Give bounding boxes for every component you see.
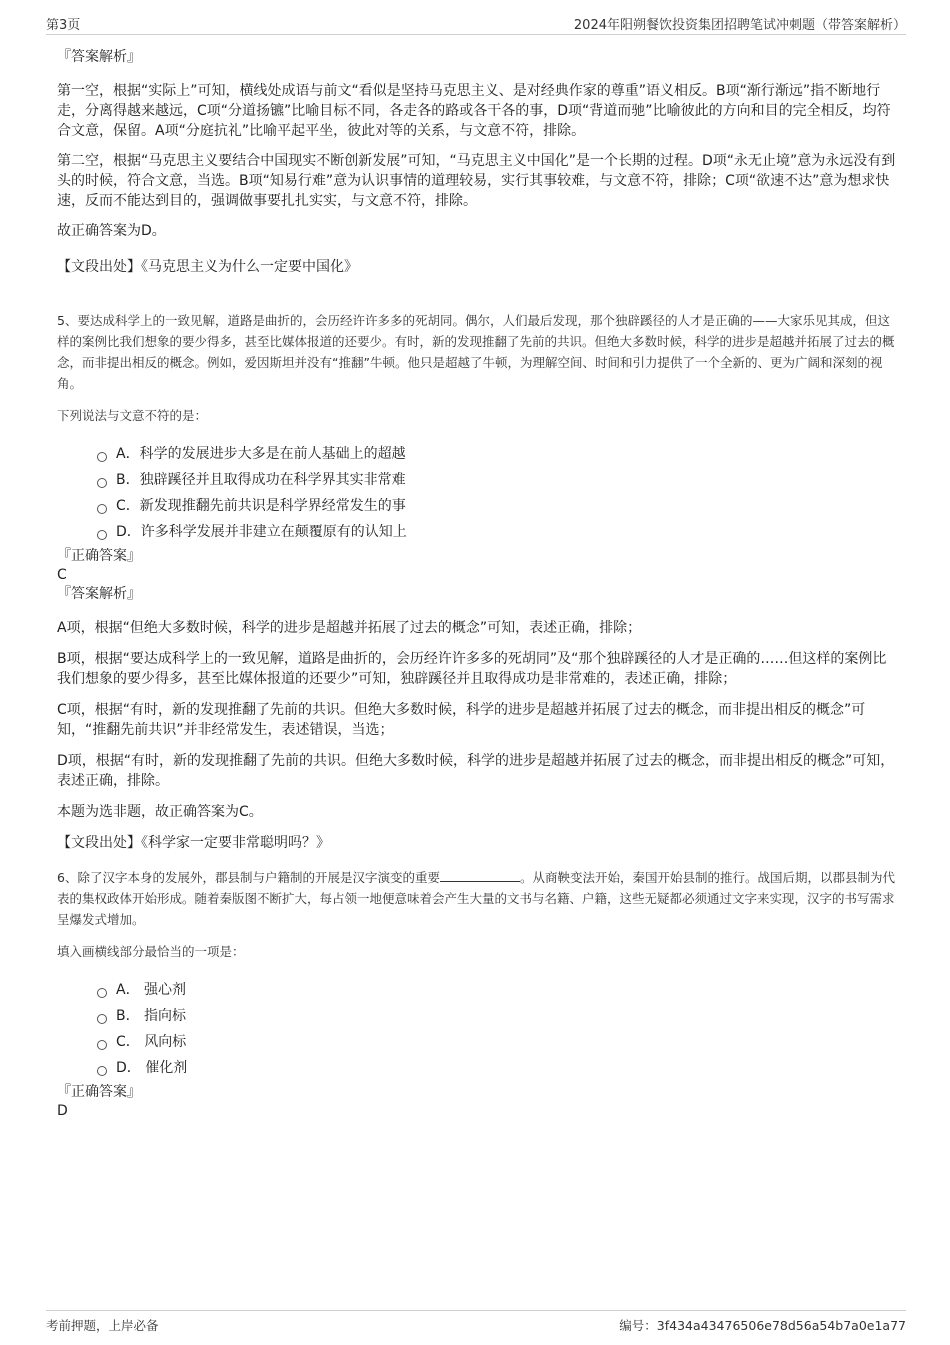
document-id: 编号：3f434a43476506e78d56a54b7a0e1a77 [619, 1318, 906, 1333]
analysis-label: 『答案解析』 [57, 49, 141, 65]
source-citation: 【文段出处】《马克思主义为什么一定要中国化》 [57, 259, 358, 275]
correct-answer: C [57, 567, 67, 583]
radio-icon[interactable] [97, 1040, 107, 1050]
page-footer [46, 1310, 906, 1337]
analysis-paragraph: 第二空，根据“马克思主义要结合中国现实不断创新发展”可知，“马克思主义中国化”是一个长期的过程。D项“永无止境”意为永远没有到头的时候，符合文意，当选。B项“知易行难”意为认识事情的道理较易，实行其事较难，与文意不符，排除；C项“欲速不达”意为想求快速，反而不能达到目的，强调做事要扎扎实实，与文意不符，排除。 [57, 153, 896, 209]
question-prompt: 填入画横线部分最恰当的一项是： [57, 944, 245, 959]
page-number: 第3页 [46, 18, 81, 33]
radio-icon[interactable] [97, 452, 107, 462]
radio-icon[interactable] [97, 988, 107, 998]
analysis-paragraph: B项，根据“要达成科学上的一致见解，道路是曲折的，会历经许许多多的死胡同”及“那个独辟蹊径的人才是正确的……但这样的案例比我们想象的要少得多，甚至比媒体报道的还要少”可知，独辟蹊径并且取得成功是非常难的，表述正确，排除； [57, 651, 887, 687]
document-body [57, 44, 897, 1121]
page-header [46, 12, 906, 35]
radio-icon[interactable] [97, 1066, 107, 1076]
document-title: 2024年阳朔餐饮投资集团招聘笔试冲刺题（带答案解析） [573, 18, 906, 33]
option-a[interactable]: A．科学的发展进步大多是在前人基础上的超越 [97, 441, 897, 467]
radio-icon[interactable] [97, 478, 107, 488]
question-stem: 6、除了汉字本身的发展外，郡县制与户籍制的开展是汉字演变的重要 。从商鞅变法开始，秦国开始县制的推行。战国后期，以郡县制为代表的集权政体开始形成。随着秦版图不断扩大，每占领一地便意味着会产生大量的文书与名籍、户籍，这些无疑都必须通过文字来实现，汉字的书写需求呈爆发式增加。 [57, 870, 895, 927]
option-b[interactable]: B． 指向标 [97, 1003, 897, 1029]
option-d[interactable]: D． 催化剂 [97, 1055, 897, 1081]
radio-icon[interactable] [97, 504, 107, 514]
option-b[interactable]: B．独辟蹊径并且取得成功在科学界其实非常难 [97, 467, 897, 493]
option-d[interactable]: D．许多科学发展并非建立在颠覆原有的认知上 [97, 519, 897, 545]
answer-conclusion: 本题为选非题，故正确答案为C。 [57, 804, 263, 820]
footer-slogan: 考前押题，上岸必备 [46, 1318, 159, 1333]
source-citation: 【文段出处】《科学家一定要非常聪明吗？》 [57, 835, 330, 851]
radio-icon[interactable] [97, 1014, 107, 1024]
analysis-paragraph: D项，根据“有时，新的发现推翻了先前的共识。但绝大多数时候，科学的进步是超越并拓展了过去的概念，而非提出相反的概念”可知，表述正确，排除。 [57, 753, 895, 789]
analysis-paragraph: C项，根据“有时，新的发现推翻了先前的共识。但绝大多数时候，科学的进步是超越并拓展了过去的概念，而非提出相反的概念”可知，“推翻先前共识”并非经常发生，表述错误，当选； [57, 702, 866, 738]
correct-answer-label: 『正确答案』 [57, 548, 141, 564]
fill-in-blank [440, 869, 520, 882]
question-stem: 5、要达成科学上的一致见解，道路是曲折的，会历经许许多多的死胡同。偶尔，人们最后发现，那个独辟蹊径的人才是正确的——大家乐见其成，但这样的案例比我们想象的要少得多，甚至比媒体报道的还要少。有时，新的发现推翻了先前的共识。但绝大多数时候，科学的进步是超越并拓展了过去的概念，而非提出相反的概念。例如，爱因斯坦并没有“推翻”牛顿。他只是超越了牛顿，为理解空间、时间和引力提供了一个全新的、更为广阔和深刻的视角。 [57, 313, 895, 391]
radio-icon[interactable] [97, 530, 107, 540]
option-list [57, 441, 897, 545]
question-prompt: 下列说法与文意不符的是： [57, 408, 208, 423]
answer-conclusion: 故正确答案为D。 [57, 223, 166, 239]
correct-answer-label: 『正确答案』 [57, 1084, 141, 1100]
option-a[interactable]: A． 强心剂 [97, 977, 897, 1003]
analysis-label: 『答案解析』 [57, 586, 141, 602]
option-c[interactable]: C．新发现推翻先前共识是科学界经常发生的事 [97, 493, 897, 519]
correct-answer: D [57, 1103, 68, 1119]
option-c[interactable]: C． 风向标 [97, 1029, 897, 1055]
option-list [57, 977, 897, 1081]
analysis-paragraph: A项，根据“但绝大多数时候，科学的进步是超越并拓展了过去的概念”可知，表述正确，排除； [57, 620, 642, 636]
analysis-paragraph: 第一空，根据“实际上”可知，横线处成语与前文“看似是坚持马克思主义、是对经典作家的尊重”语义相反。B项“渐行渐远”指不断地行走，分离得越来越远，C项“分道扬镳”比喻目标不同，各走各的路或各干各的事，D项“背道而驰”比喻彼此的方向和目的完全相反，均符合文意，保留。A项“分庭抗礼”比喻平起平坐，彼此对等的关系，与文意不符，排除。 [57, 83, 891, 139]
